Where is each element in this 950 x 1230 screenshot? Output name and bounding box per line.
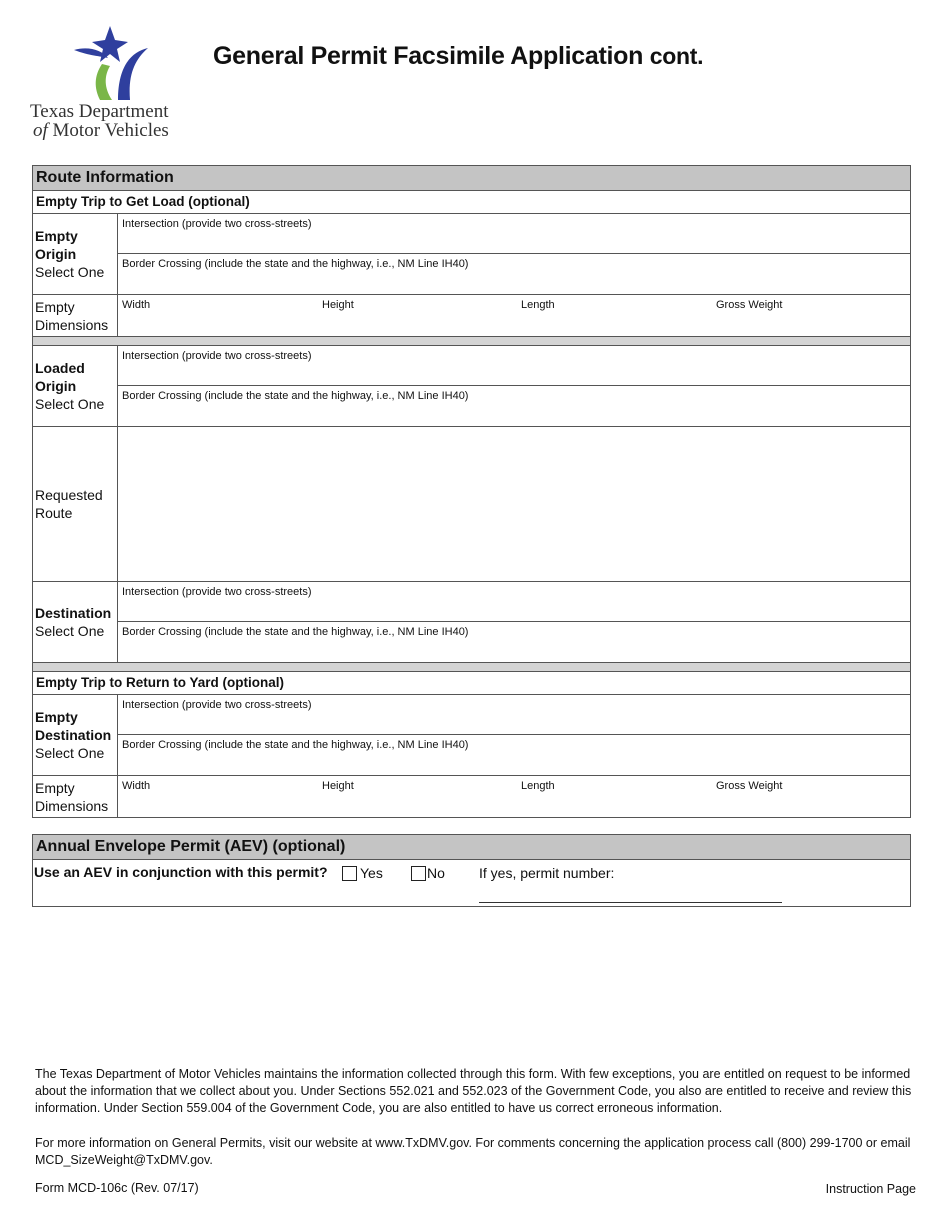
return-dimensions-label	[33, 776, 118, 817]
requested-route-group	[33, 427, 910, 582]
aev-permit-number-label: If yes, permit number:	[479, 865, 615, 881]
destination-label-bold: Destination	[35, 605, 112, 621]
destination-border-label: Border Crossing (include the state and the highway, i.e., NM Line IH40)	[122, 626, 469, 638]
destination-intersection-field[interactable]	[118, 582, 910, 622]
empty-destination-border-field[interactable]	[118, 735, 910, 775]
aev-question-row	[33, 860, 910, 906]
destination-label	[33, 582, 118, 662]
requested-route-label-1: Requested	[35, 487, 103, 503]
section-divider	[33, 663, 910, 672]
logo-of: of	[33, 120, 48, 141]
loaded-origin-label-2: Origin	[35, 378, 77, 394]
txdmv-logo	[30, 26, 200, 144]
empty-trip-get-load-header: Empty Trip to Get Load (optional)	[33, 191, 910, 214]
logo-text	[30, 102, 169, 140]
empty-origin-intersection-label: Intersection (provide two cross-streets)	[122, 218, 312, 230]
page-title	[213, 42, 703, 71]
empty-origin-select-one: Select One	[35, 264, 105, 280]
empty-width-label: Width	[122, 299, 151, 311]
empty-destination-intersection-label: Intersection (provide two cross-streets)	[122, 699, 312, 711]
empty-destination-intersection-field[interactable]	[118, 695, 910, 735]
empty-origin-border-label: Border Crossing (include the state and the highway, i.e., NM Line IH40)	[122, 258, 469, 270]
empty-origin-fields	[118, 214, 910, 294]
page-title-main: General Permit Facsimile Application	[213, 42, 644, 70]
loaded-origin-select-one: Select One	[35, 396, 105, 412]
empty-origin-group	[33, 214, 910, 295]
return-dimensions-group	[33, 776, 910, 817]
aev-yes-checkbox[interactable]	[342, 866, 357, 881]
loaded-origin-group	[33, 346, 910, 427]
empty-dimensions-fields[interactable]	[118, 295, 910, 336]
empty-origin-label-2: Origin	[35, 246, 77, 262]
logo-line-2	[30, 121, 169, 140]
destination-intersection-label: Intersection (provide two cross-streets)	[122, 586, 312, 598]
aev-question: Use an AEV in conjunction with this permit?	[34, 864, 328, 880]
logo-line-1: Texas Department	[30, 101, 169, 122]
empty-length-label: Length	[521, 299, 555, 311]
loaded-origin-label	[33, 346, 118, 426]
empty-destination-fields	[118, 695, 910, 775]
destination-fields	[118, 582, 910, 662]
loaded-origin-intersection-field[interactable]	[118, 346, 910, 386]
return-width-label: Width	[122, 780, 151, 792]
return-gross-weight-label: Gross Weight	[716, 780, 783, 792]
return-dimensions-fields[interactable]	[118, 776, 910, 817]
empty-origin-intersection-field[interactable]	[118, 214, 910, 254]
requested-route-label	[33, 427, 118, 581]
page-title-suffix: cont.	[649, 43, 704, 69]
destination-select-one: Select One	[35, 623, 105, 639]
route-information-section	[32, 165, 911, 818]
empty-destination-label-1: Empty	[35, 709, 78, 725]
empty-trip-return-header: Empty Trip to Return to Yard (optional)	[33, 672, 910, 695]
empty-height-label: Height	[322, 299, 354, 311]
empty-dimensions-label	[33, 295, 118, 336]
empty-dimensions-label-1: Empty	[35, 298, 75, 315]
empty-origin-label-1: Empty	[35, 228, 78, 244]
privacy-notice: The Texas Department of Motor Vehicles maintains the information collected through this form. With few exceptions, you are entitled on request to be informed about the information that we collect about you. Under Sections 552.021 and 552.023 of the Government Code, you also are entitled to receive and review this information. Under Section 559.004 of the Government Code, you are also entitled to have us correct erroneous information.	[35, 1067, 912, 1115]
destination-border-field[interactable]	[118, 622, 910, 662]
logo-motor-vehicles: Motor Vehicles	[52, 120, 169, 141]
aev-permit-number-input[interactable]	[479, 902, 782, 903]
return-height-label: Height	[322, 780, 354, 792]
empty-gross-weight-label: Gross Weight	[716, 299, 783, 311]
star-logo-icon	[70, 26, 152, 102]
return-dimensions-label-2: Dimensions	[35, 797, 109, 814]
empty-destination-label	[33, 695, 118, 775]
empty-destination-border-label: Border Crossing (include the state and the highway, i.e., NM Line IH40)	[122, 739, 469, 751]
form-number: Form MCD-106c (Rev. 07/17)	[35, 1181, 199, 1195]
empty-origin-label	[33, 214, 118, 294]
empty-dimensions-label-2: Dimensions	[35, 316, 109, 333]
loaded-origin-fields	[118, 346, 910, 426]
return-dimensions-label-1: Empty	[35, 779, 75, 796]
aev-yes-label: Yes	[360, 865, 383, 881]
requested-route-label-2: Route	[35, 505, 73, 521]
empty-destination-select-one: Select One	[35, 745, 105, 761]
loaded-origin-border-label: Border Crossing (include the state and the highway, i.e., NM Line IH40)	[122, 390, 469, 402]
aev-section	[32, 834, 911, 907]
aev-no-checkbox[interactable]	[411, 866, 426, 881]
empty-dimensions-group	[33, 295, 910, 337]
destination-group	[33, 582, 910, 663]
empty-origin-border-field[interactable]	[118, 254, 910, 294]
requested-route-field[interactable]	[118, 427, 910, 581]
loaded-origin-border-field[interactable]	[118, 386, 910, 426]
loaded-origin-label-1: Loaded	[35, 360, 85, 376]
section-divider	[33, 337, 910, 346]
route-information-header: Route Information	[33, 166, 910, 191]
loaded-origin-intersection-label: Intersection (provide two cross-streets)	[122, 350, 312, 362]
aev-header: Annual Envelope Permit (AEV) (optional)	[33, 835, 910, 860]
empty-destination-label-2: Destination	[35, 727, 112, 743]
empty-destination-group	[33, 695, 910, 776]
return-length-label: Length	[521, 780, 555, 792]
page-label: Instruction Page	[825, 1182, 916, 1196]
aev-no-label: No	[427, 865, 445, 881]
more-info-notice: For more information on General Permits, visit our website at www.TxDMV.gov. For comments concerning the application process call (800) 299-1700 or email MCD_SizeWeight@TxDMV.gov.	[35, 1136, 911, 1167]
